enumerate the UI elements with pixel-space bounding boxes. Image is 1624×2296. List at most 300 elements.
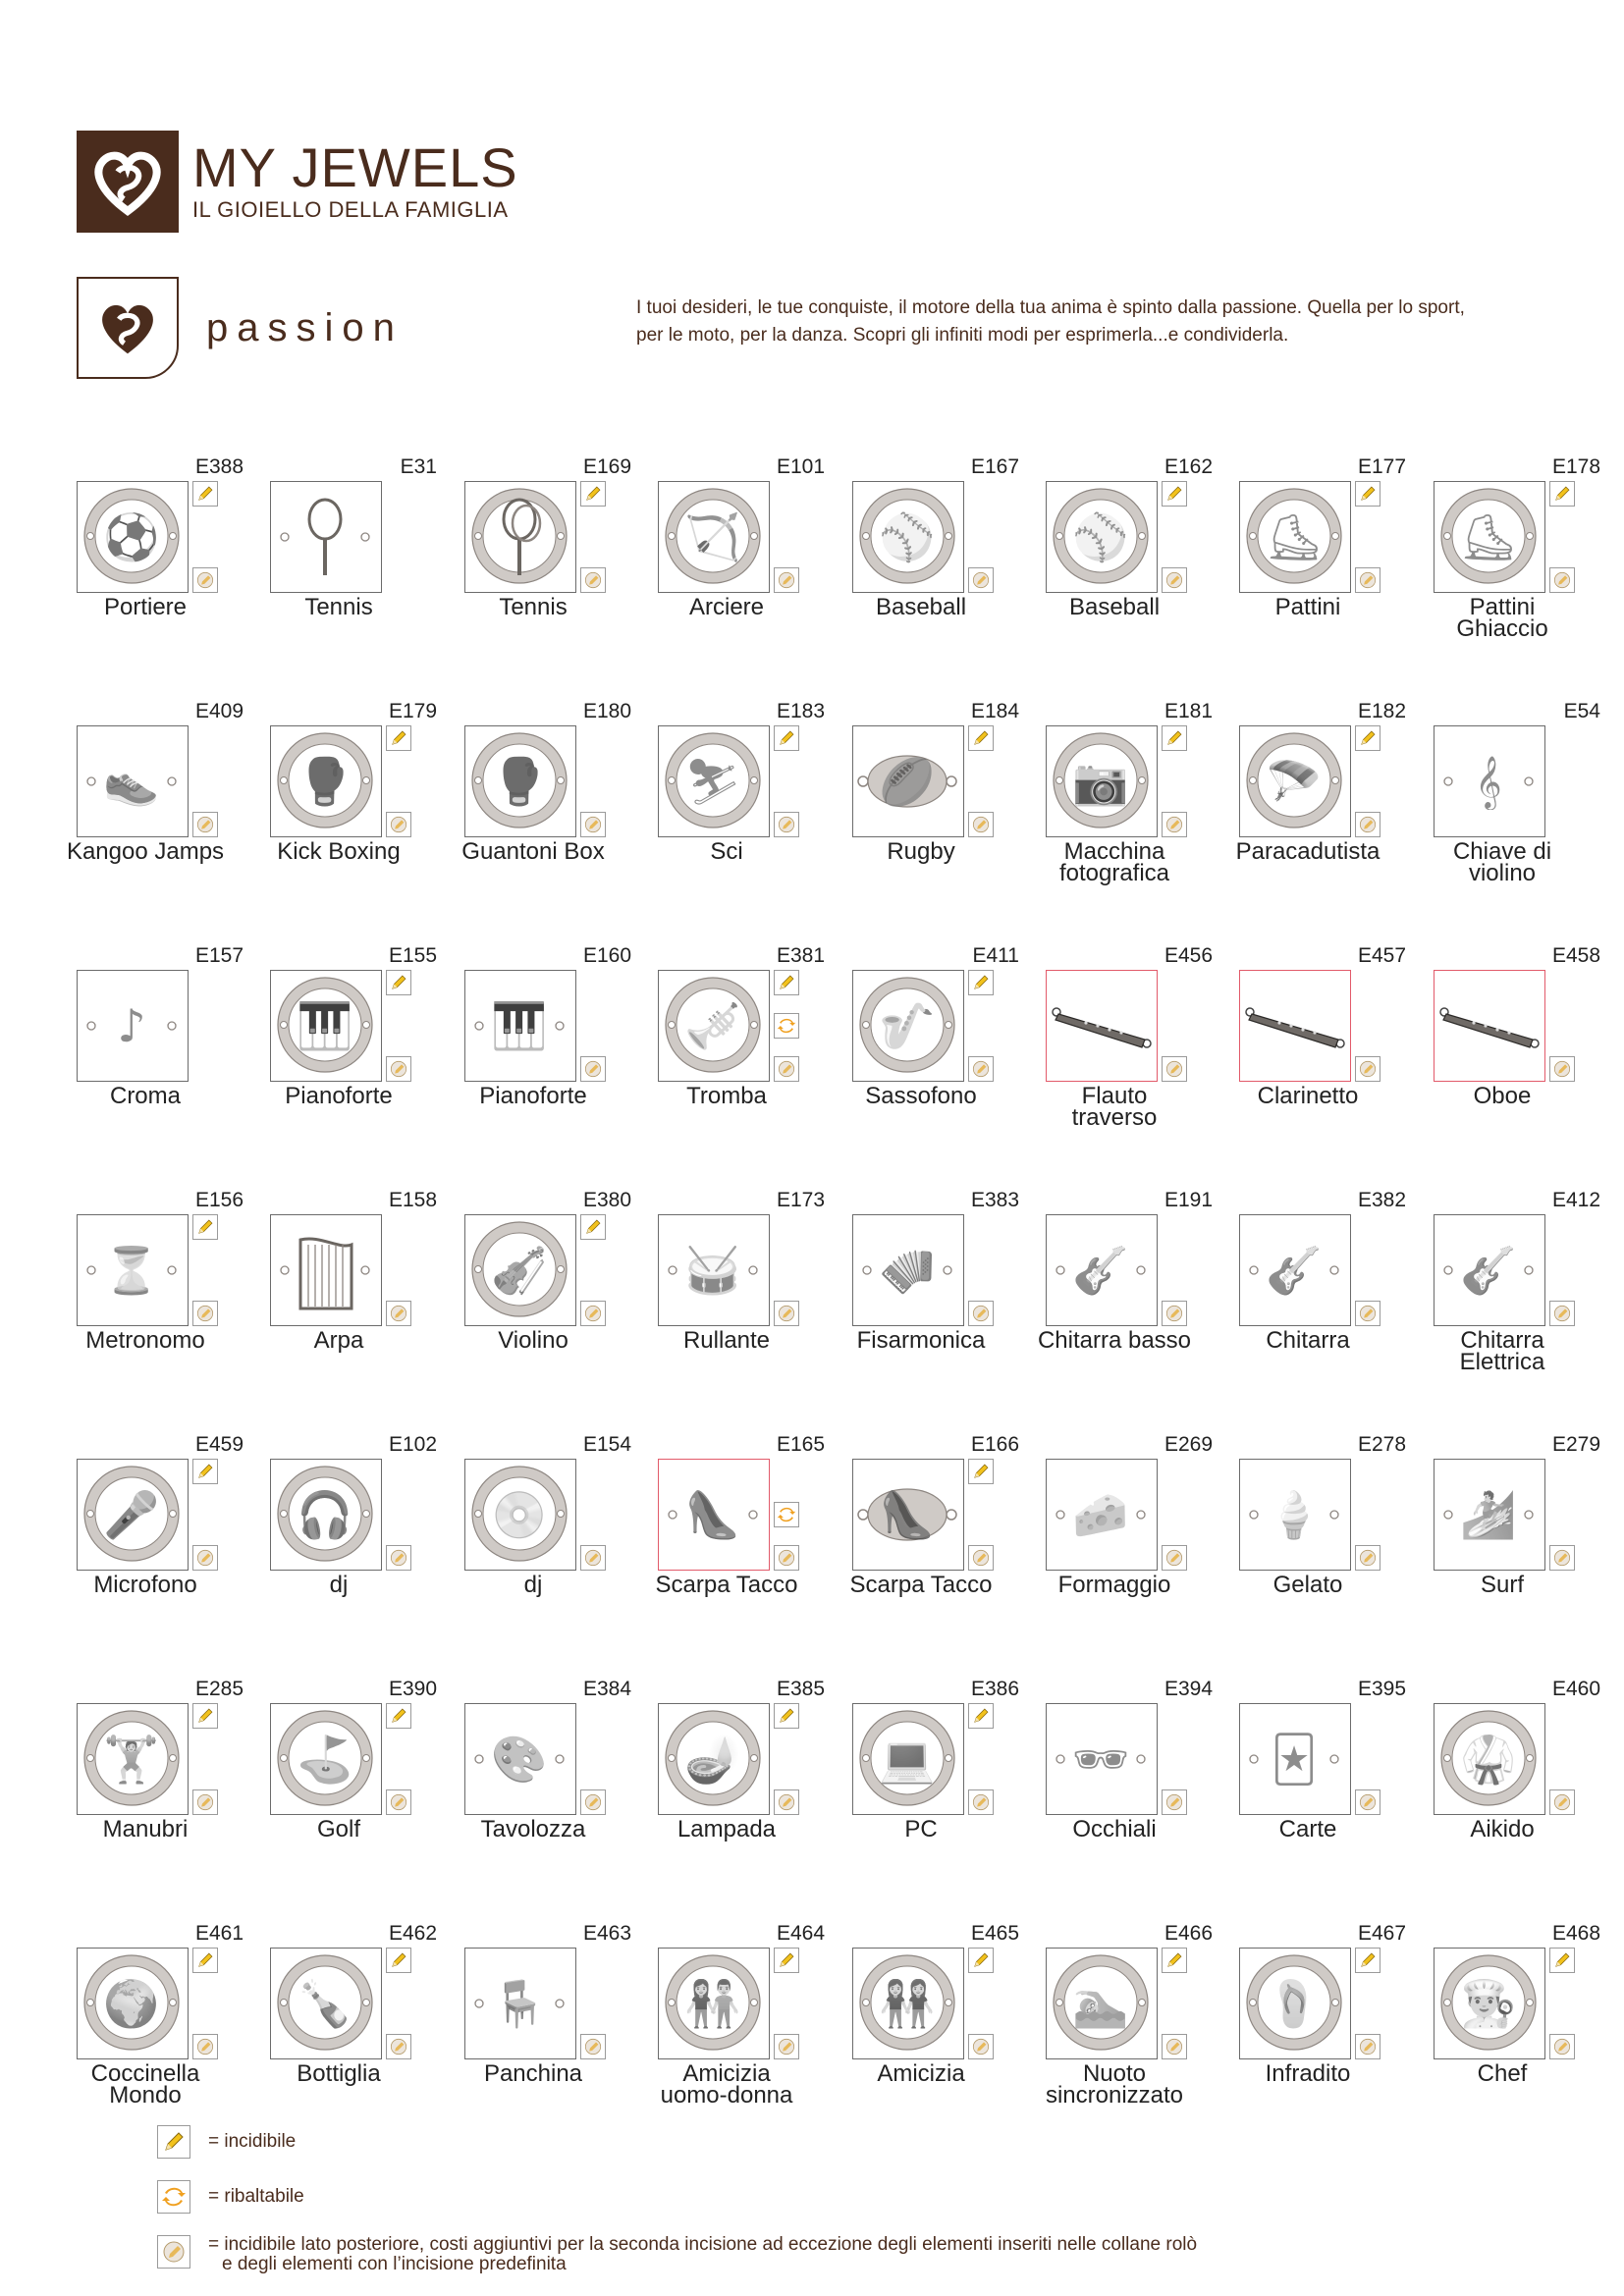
item-code: E409 <box>194 700 244 722</box>
back-engraving-icon <box>580 812 606 837</box>
catalogue-item[interactable] <box>1434 454 1610 679</box>
back-engraving-icon <box>1355 1056 1380 1082</box>
charm-image <box>852 1948 964 2059</box>
back-engraving-icon <box>1355 2034 1380 2059</box>
svg-text:⚽: ⚽ <box>103 510 160 563</box>
item-code: E169 <box>582 455 631 478</box>
catalogue-item[interactable] <box>464 1431 641 1657</box>
item-name <box>241 1327 437 1354</box>
brand-subtitle: IL GIOIELLO DELLA FAMIGLIA <box>192 197 509 222</box>
charm-image <box>464 1214 576 1326</box>
back-engraving-icon <box>1162 2034 1187 2059</box>
item-name <box>47 2060 244 2109</box>
svg-text:🕶: 🕶 <box>1071 1733 1130 1786</box>
item-code: E154 <box>582 1433 631 1456</box>
charm-image <box>77 1214 189 1326</box>
item-name <box>1016 1083 1213 1131</box>
back-engraving-icon <box>1355 567 1380 593</box>
item-name-line-1: Microfono <box>93 1572 197 1598</box>
item-code: E457 <box>1357 944 1406 967</box>
svg-text:🏄: 🏄 <box>1460 1488 1517 1541</box>
item-name-line-1: Croma <box>109 1083 181 1109</box>
item-code: E384 <box>582 1678 631 1700</box>
catalogue-item[interactable] <box>1434 1431 1610 1657</box>
item-name <box>628 594 825 620</box>
item-name <box>1210 838 1406 865</box>
catalogue-item[interactable] <box>464 942 641 1168</box>
svg-text:🪂: 🪂 <box>1266 755 1323 808</box>
item-name <box>47 594 244 620</box>
charm-image <box>852 481 964 593</box>
catalogue-item[interactable] <box>77 1187 253 1413</box>
item-name <box>435 1572 631 1598</box>
pencil-icon <box>386 725 411 751</box>
svg-text:🥁: 🥁 <box>684 1244 741 1297</box>
item-name-line-1: Fisarmonica <box>856 1327 986 1354</box>
charm-image <box>658 1214 770 1326</box>
charm-image <box>270 1214 382 1326</box>
svg-text:⚾: ⚾ <box>879 510 936 563</box>
item-code: E156 <box>194 1189 244 1211</box>
item-name-line-1: Arciere <box>688 594 765 620</box>
item-code: E456 <box>1164 944 1213 967</box>
back-engraving-icon <box>580 1056 606 1082</box>
catalogue-item[interactable] <box>655 1431 835 1657</box>
back-engraving-icon <box>386 812 411 837</box>
item-name-line-1: Rugby <box>887 838 955 865</box>
pencil-icon <box>192 1948 218 1973</box>
catalogue-item[interactable] <box>1037 1187 1222 1413</box>
item-name <box>241 1083 437 1109</box>
back-engraving-icon <box>1162 812 1187 837</box>
catalogue-item[interactable] <box>1239 1920 1416 2146</box>
back-engraving-icon <box>580 1301 606 1326</box>
catalogue-item[interactable] <box>1239 942 1416 1168</box>
catalogue-item[interactable] <box>464 1676 641 1901</box>
pencil-icon <box>968 1459 994 1484</box>
intro-line-2: per le moto, per la danza. Scopri gli infiniti modi per esprimerla...e condividerla. <box>636 325 1289 346</box>
item-name-line-1: Chiave di <box>1452 838 1552 865</box>
svg-text:🎻: 🎻 <box>491 1244 548 1297</box>
item-code: E465 <box>970 1922 1019 1945</box>
catalogue-item[interactable] <box>852 1187 1029 1413</box>
pencil-icon <box>386 1948 411 1973</box>
catalogue-item[interactable] <box>1046 1431 1222 1657</box>
catalogue-item[interactable] <box>1434 698 1610 924</box>
item-name-line-1: Tennis <box>499 594 568 620</box>
item-name <box>1016 1572 1213 1598</box>
item-name <box>823 1816 1019 1842</box>
svg-text:⛸: ⛸ <box>1265 510 1324 563</box>
item-name-line-1: Chitarra <box>1460 1327 1544 1354</box>
catalogue-item[interactable] <box>464 1187 641 1413</box>
brand-logo <box>77 131 518 233</box>
catalogue-item[interactable] <box>658 454 835 679</box>
svg-text:🌍: 🌍 <box>103 1977 160 2030</box>
pencil-icon <box>774 970 799 995</box>
back-engraving-icon <box>386 1056 411 1082</box>
item-name <box>241 1572 437 1598</box>
svg-text:🥋: 🥋 <box>1460 1733 1517 1786</box>
catalogue-item[interactable] <box>77 454 253 679</box>
back-engraving-icon <box>192 1301 218 1326</box>
back-engraving-icon <box>968 1056 994 1082</box>
item-name <box>628 2060 825 2109</box>
catalogue-item[interactable] <box>1239 1676 1416 1901</box>
charm-image <box>77 1948 189 2059</box>
catalogue-item[interactable] <box>852 454 1029 679</box>
back-engraving-icon <box>968 1545 994 1571</box>
back-engraving-icon <box>580 567 606 593</box>
charm-image <box>852 1459 964 1571</box>
charm-image <box>464 481 576 593</box>
catalogue-item[interactable] <box>1434 1187 1610 1413</box>
catalogue-item[interactable] <box>270 1920 447 2146</box>
charm-image <box>1434 481 1545 593</box>
item-name-line-1: Gelato <box>1272 1572 1343 1598</box>
item-code: E458 <box>1551 944 1600 967</box>
pencil-icon <box>968 1948 994 1973</box>
item-code: E411 <box>972 944 1019 967</box>
item-name <box>1210 1327 1406 1354</box>
charm-image <box>1434 1214 1545 1326</box>
item-name-line-1: Aikido <box>1470 1816 1535 1842</box>
svg-text:🪑: 🪑 <box>491 1977 548 2030</box>
catalogue-item[interactable] <box>461 698 641 924</box>
item-code: E179 <box>388 700 437 722</box>
catalogue-item[interactable] <box>77 1676 253 1901</box>
item-name <box>1404 1083 1600 1109</box>
item-name <box>435 1327 631 1354</box>
item-code: E468 <box>1551 1922 1600 1945</box>
back-engraving-icon <box>968 812 994 837</box>
item-name-line-1: Occhiali <box>1072 1816 1157 1842</box>
svg-text:👫: 👫 <box>684 1977 741 2030</box>
item-name-line-1: Oboe <box>1473 1083 1532 1109</box>
item-name <box>823 838 1019 865</box>
charm-image <box>1434 1459 1545 1571</box>
pencil-icon <box>1549 1948 1575 1973</box>
charm-image <box>270 1703 382 1815</box>
svg-text:👟: 👟 <box>103 755 160 808</box>
catalogue-item[interactable] <box>658 698 835 924</box>
item-name <box>823 1327 1019 1354</box>
section-intro <box>636 294 1549 349</box>
item-name-line-2: sincronizzato <box>1045 2082 1184 2109</box>
charm-image <box>464 1703 576 1815</box>
item-name <box>628 1816 825 1842</box>
charm-image <box>1239 1459 1351 1571</box>
charm-image <box>1046 1703 1158 1815</box>
item-name-line-1: Kangoo Jamps <box>66 838 225 865</box>
catalogue-item[interactable] <box>464 1920 641 2146</box>
catalogue-item[interactable] <box>270 698 447 924</box>
svg-text:🎷: 🎷 <box>879 999 936 1052</box>
svg-text:🎺: 🎺 <box>684 999 741 1052</box>
pencil-icon <box>192 481 218 507</box>
item-name-line-1: Tavolozza <box>480 1816 586 1842</box>
item-name-line-2: violino <box>1468 860 1537 886</box>
item-code: E279 <box>1551 1433 1600 1456</box>
pencil-icon <box>192 1214 218 1240</box>
item-name-line-1: PC <box>904 1816 938 1842</box>
item-code: E162 <box>1164 455 1213 478</box>
catalogue-item[interactable] <box>270 1187 447 1413</box>
back-engraving-icon <box>1355 1301 1380 1326</box>
svg-text:⏳: ⏳ <box>103 1244 160 1297</box>
catalogue-item[interactable] <box>1239 1431 1416 1657</box>
catalogue-item[interactable] <box>77 942 253 1168</box>
back-engraving-icon <box>1162 1301 1187 1326</box>
pencil-icon <box>1355 1948 1380 1973</box>
item-name-line-1: Guantoni Box <box>461 838 605 865</box>
back-engraving-icon <box>580 1545 606 1571</box>
item-code: E173 <box>776 1189 825 1211</box>
item-name <box>47 1327 244 1354</box>
flip-arrows-icon <box>157 2180 190 2214</box>
charm-image <box>270 481 382 593</box>
pencil-icon <box>580 481 606 507</box>
item-code: E388 <box>194 455 244 478</box>
item-code: E386 <box>970 1678 1019 1700</box>
catalogue-item[interactable] <box>658 1676 835 1901</box>
item-name-line-1: Golf <box>316 1816 360 1842</box>
charm-image <box>270 1459 382 1571</box>
charm-image <box>270 970 382 1082</box>
item-name <box>1404 838 1600 886</box>
item-name-line-1: Amicizia <box>682 2060 771 2087</box>
item-name <box>1404 594 1600 642</box>
back-engraving-icon <box>774 1056 799 1082</box>
svg-text:🏋: 🏋 <box>103 1733 160 1786</box>
item-name <box>1210 594 1406 620</box>
back-engraving-icon <box>386 1301 411 1326</box>
catalogue-item[interactable] <box>849 1431 1029 1657</box>
pencil-icon <box>1162 725 1187 751</box>
catalogue-item[interactable] <box>1434 1676 1610 1901</box>
catalogue-item[interactable] <box>464 454 641 679</box>
item-name-line-1: Amicizia <box>877 2060 965 2087</box>
pencil-icon <box>968 725 994 751</box>
back-engraving-icon <box>1162 1789 1187 1815</box>
item-name <box>628 838 825 865</box>
pencil-icon <box>774 1948 799 1973</box>
legend-engravable-text: = incidibile <box>208 2131 297 2152</box>
item-code: E390 <box>388 1678 437 1700</box>
item-code: E381 <box>776 944 825 967</box>
item-name-line-1: Violino <box>498 1327 568 1354</box>
item-code: E31 <box>400 455 437 478</box>
catalogue-item[interactable] <box>270 1676 447 1901</box>
catalogue-item[interactable] <box>658 1187 835 1413</box>
back-engraving-icon <box>1162 1056 1187 1082</box>
charm-image <box>77 1459 189 1571</box>
back-engraving-icon <box>192 1789 218 1815</box>
catalogue-item[interactable] <box>1239 454 1416 679</box>
item-code: E412 <box>1551 1189 1600 1211</box>
item-code: E101 <box>776 455 825 478</box>
catalogue-item[interactable] <box>270 454 447 679</box>
catalogue-item[interactable] <box>852 1920 1029 2146</box>
back-engraving-icon <box>1549 1301 1575 1326</box>
item-name-line-1: Pattini <box>1469 594 1536 620</box>
item-code: E54 <box>1563 700 1600 722</box>
catalogue-item[interactable] <box>270 942 447 1168</box>
item-name <box>1210 2060 1406 2087</box>
catalogue-item[interactable] <box>77 1920 253 2146</box>
item-name <box>1016 2060 1213 2109</box>
svg-text:👨‍🍳: 👨‍🍳 <box>1460 1977 1517 2030</box>
item-code: E155 <box>388 944 437 967</box>
item-name-line-1: Sci <box>710 838 743 865</box>
charm-image <box>464 970 576 1082</box>
pencil-icon <box>968 1703 994 1729</box>
item-code: E165 <box>776 1433 825 1456</box>
item-name-line-1: Chitarra <box>1266 1327 1350 1354</box>
catalogue-item[interactable] <box>1046 1920 1222 2146</box>
item-name-line-1: Arpa <box>313 1327 364 1354</box>
item-name <box>47 1083 244 1109</box>
catalogue-item[interactable] <box>658 942 835 1168</box>
pencil-icon <box>774 725 799 751</box>
item-name <box>1404 1816 1600 1842</box>
svg-text:🎧: 🎧 <box>297 1488 353 1541</box>
item-name-line-1: Coccinella <box>90 2060 200 2087</box>
item-name-line-2: traverso <box>1071 1104 1158 1131</box>
item-code: E462 <box>388 1922 437 1945</box>
charm-image <box>658 970 770 1082</box>
item-code: E178 <box>1551 455 1600 478</box>
catalogue-item[interactable] <box>1434 1920 1610 2146</box>
item-name <box>823 1083 1019 1109</box>
item-name-line-1: Pianoforte <box>285 1083 393 1109</box>
passion-heart-icon <box>77 277 179 379</box>
item-code: E183 <box>776 700 825 722</box>
charm-image <box>77 481 189 593</box>
catalogue-item[interactable] <box>1046 942 1222 1168</box>
svg-text:🪗: 🪗 <box>879 1244 936 1297</box>
item-name-line-1: Pianoforte <box>479 1083 587 1109</box>
item-name <box>1404 2060 1600 2087</box>
item-name-line-2: fotografica <box>1058 860 1170 886</box>
charm-image <box>1434 1948 1545 2059</box>
item-name <box>435 594 631 620</box>
catalogue-item[interactable] <box>270 1431 447 1657</box>
back-engraving-icon <box>192 812 218 837</box>
item-code: E395 <box>1357 1678 1406 1700</box>
item-name-line-1: Lampada <box>677 1816 777 1842</box>
section-title: passion <box>206 305 404 349</box>
item-code: E380 <box>582 1189 631 1211</box>
item-name <box>823 2060 1019 2087</box>
item-name-line-1: Macchina <box>1063 838 1165 865</box>
svg-text:🍾: 🍾 <box>297 1977 353 2030</box>
item-code: E160 <box>582 944 631 967</box>
catalogue-item[interactable] <box>658 1920 835 2146</box>
item-name <box>241 594 437 620</box>
catalogue-item[interactable] <box>66 698 253 924</box>
charm-image <box>658 481 770 593</box>
back-engraving-icon <box>1162 1545 1187 1571</box>
svg-text:🏉: 🏉 <box>879 755 936 808</box>
pencil-icon <box>192 1703 218 1729</box>
charm-image <box>1239 481 1351 593</box>
catalogue-item[interactable] <box>1046 1676 1222 1901</box>
back-engraving-icon <box>192 1545 218 1571</box>
item-code: E157 <box>194 944 244 967</box>
item-code: E278 <box>1357 1433 1406 1456</box>
charm-image <box>1434 970 1545 1082</box>
item-name <box>1016 838 1213 886</box>
back-engraving-icon <box>1162 567 1187 593</box>
item-code: E460 <box>1551 1678 1600 1700</box>
intro-line-1: I tuoi desideri, le tue conquiste, il motore della tua anima è spinto dalla passione. Quella per lo sport, <box>636 297 1465 318</box>
legend <box>157 2125 1197 2296</box>
svg-text:🎸: 🎸 <box>1266 1244 1323 1297</box>
item-name-line-1: Rullante <box>682 1327 771 1354</box>
pencil-icon <box>580 1214 606 1240</box>
item-name-line-1: Formaggio <box>1057 1572 1171 1598</box>
item-code: E269 <box>1164 1433 1213 1456</box>
charm-image <box>1239 970 1351 1082</box>
item-name-line-1: Clarinetto <box>1257 1083 1359 1109</box>
charm-image <box>1239 1214 1351 1326</box>
item-code: E383 <box>970 1189 1019 1211</box>
catalogue-item[interactable] <box>852 698 1029 924</box>
item-name-line-1: Bottiglia <box>297 2060 381 2087</box>
item-name-line-1: Tennis <box>304 594 373 620</box>
back-engraving-icon <box>580 1789 606 1815</box>
legend-back-text-2: e degli elementi con l’incisione predefinita <box>222 2254 567 2274</box>
legend-row-reversible <box>157 2180 1197 2214</box>
catalogue-item[interactable] <box>852 942 1029 1168</box>
svg-text:🎹: 🎹 <box>491 999 548 1052</box>
catalogue-item[interactable] <box>1239 1187 1416 1413</box>
catalogue-item[interactable] <box>1434 942 1610 1168</box>
item-name-line-1: Manubri <box>102 1816 189 1842</box>
charm-image <box>1046 725 1158 837</box>
catalogue-item[interactable] <box>1046 454 1222 679</box>
item-name <box>628 1572 825 1598</box>
back-engraving-icon <box>1355 1545 1380 1571</box>
charm-image <box>852 725 964 837</box>
item-code: E181 <box>1164 700 1213 722</box>
charm-image <box>658 725 770 837</box>
catalogue-item[interactable] <box>852 1676 1029 1901</box>
svg-text:𝄞: 𝄞 <box>1475 755 1502 808</box>
item-name-line-1: Tromba <box>686 1083 767 1109</box>
charm-image <box>1046 1459 1158 1571</box>
item-name <box>1404 1572 1600 1598</box>
svg-text:🎨: 🎨 <box>491 1733 548 1786</box>
item-name-line-1: Sassofono <box>865 1083 977 1109</box>
item-code: E466 <box>1164 1922 1213 1945</box>
catalogue-item[interactable] <box>77 1431 253 1657</box>
item-name-line-2: Elettrica <box>1459 1349 1545 1375</box>
back-engraving-icon <box>1549 1056 1575 1082</box>
legend-row-engravable <box>157 2125 1197 2159</box>
back-engraving-icon <box>968 567 994 593</box>
catalogue-item[interactable] <box>1235 698 1416 924</box>
back-engraving-icon <box>157 2235 190 2269</box>
svg-text:🧀: 🧀 <box>1072 1488 1129 1541</box>
catalogue-item[interactable] <box>1046 698 1222 924</box>
item-name <box>823 594 1019 620</box>
item-code: E177 <box>1357 455 1406 478</box>
item-code: E385 <box>776 1678 825 1700</box>
item-name-line-1: Panchina <box>483 2060 583 2087</box>
item-name-line-1: Scarpa Tacco <box>849 1572 993 1598</box>
